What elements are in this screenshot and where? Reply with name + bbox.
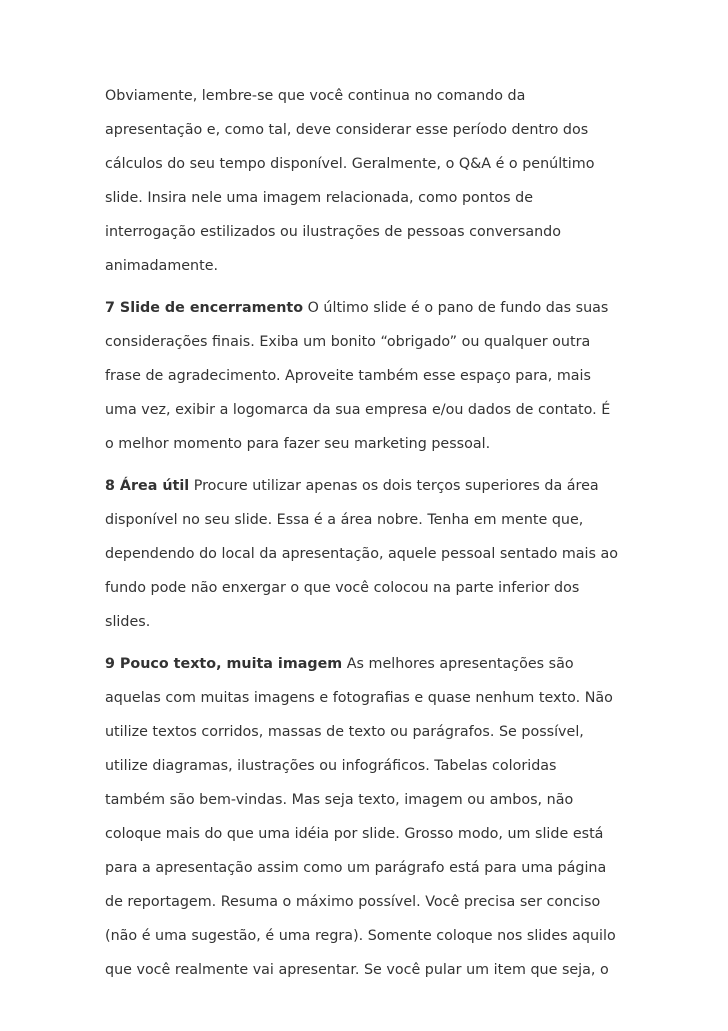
- paragraph-text: As melhores apresentações são aquelas com muitas imagens e fotografias e quase nenhum texto. Não utilize textos corridos, massas de texto ou parágrafos. Se possível, utilize diagramas, ilustrações ou infográficos. Tabelas coloridas também são bem-vindas. Mas seja texto, imagem ou ambos, não coloque mais do que uma idéia por slide. Grosso modo, um slide está para a apresentação assim como um parágrafo está para uma página de reportagem. Resuma o máximo possível. Você precisa ser conciso (não é uma sugestão, é uma regra). Somente coloque nos slides aquilo que você realmente vai apresentar. Se você pular um item que seja, o: [105, 656, 616, 978]
- paragraph-closing-slide: [105, 291, 625, 461]
- paragraph-heading: 8 Área útil: [105, 478, 190, 494]
- paragraph-heading: 9 Pouco texto, muita imagem: [105, 656, 343, 672]
- paragraph-text: O último slide é o pano de fundo das suas considerações finais. Exiba um bonito “obrigado” ou qualquer outra frase de agradecimento. Aproveite também esse espaço para, mais uma vez, exibir a logomarca da sua empresa e/ou dados de contato. É o melhor momento para fazer seu marketing pessoal.: [105, 300, 611, 452]
- document-page: [105, 79, 625, 995]
- paragraph-little-text: [105, 647, 625, 987]
- paragraph-text: Procure utilizar apenas os dois terços superiores da área disponível no seu slide. Essa é a área nobre. Tenha em mente que, dependendo do local da apresentação, aquele pessoal sentado mais ao fundo pode não enxergar o que você colocou na parte inferior dos slides.: [105, 478, 619, 630]
- paragraph-text: Obviamente, lembre-se que você continua no comando da apresentação e, como tal, deve considerar esse período dentro dos cálculos do seu tempo disponível. Geralmente, o Q&A é o penúltimo slide. Insira nele uma imagem relacionada, como pontos de interrogação estilizados ou ilustrações de pessoas conversando animadamente.: [105, 88, 595, 274]
- paragraph-qa-continuation: [105, 79, 625, 283]
- paragraph-heading: 7 Slide de encerramento: [105, 300, 304, 316]
- paragraph-useful-area: [105, 469, 625, 639]
